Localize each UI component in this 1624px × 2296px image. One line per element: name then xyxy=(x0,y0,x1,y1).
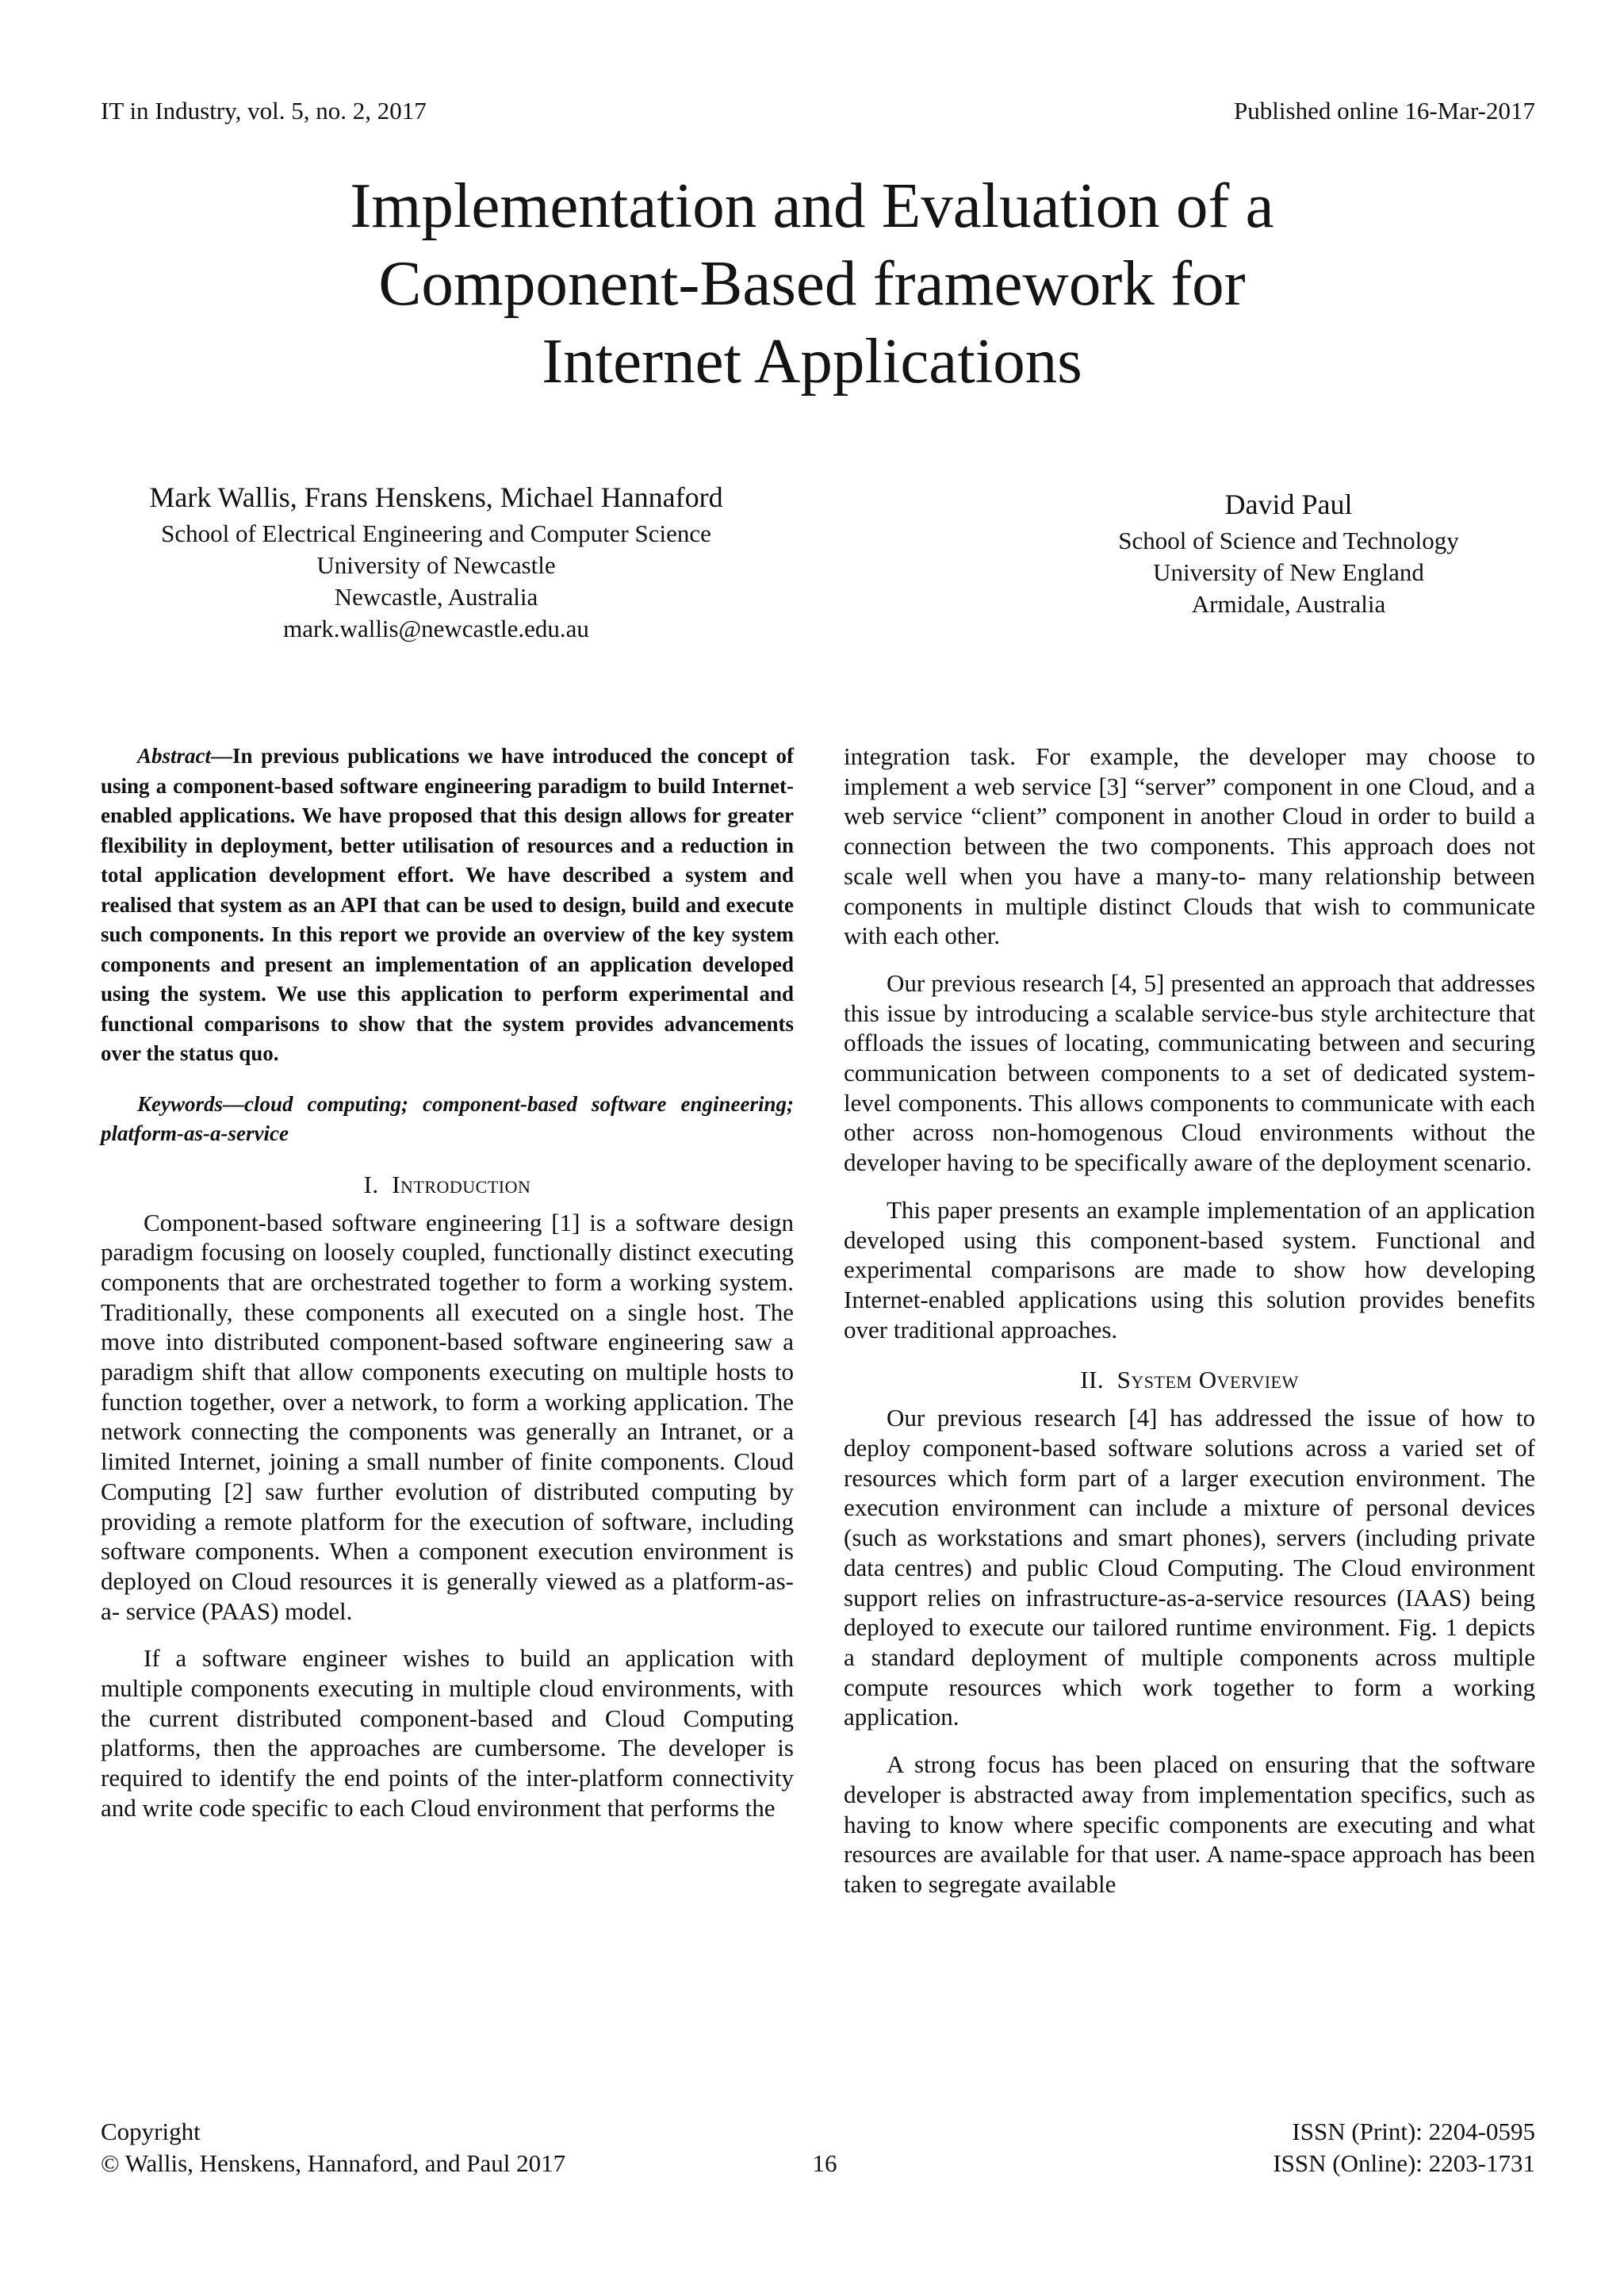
section-number: I. xyxy=(363,1170,379,1198)
paper-title xyxy=(0,167,1624,400)
copyright-notice xyxy=(101,2116,565,2179)
section-number: II. xyxy=(1080,1366,1105,1394)
author-affiliation: University of Newcastle xyxy=(316,551,556,579)
section-title: Introduction xyxy=(392,1170,531,1198)
left-column xyxy=(101,742,794,1823)
page-number: 16 xyxy=(812,2149,837,2177)
author-affiliation: Armidale, Australia xyxy=(1191,590,1386,618)
copyright-label: Copyright xyxy=(101,2118,201,2145)
paragraph: A strong focus has been placed on ensuring that the software developer is abstracted away from implementation specifics, such as having to know where specific components are executing and what resources are available for that user. A name-space approach has been taken to segregate available xyxy=(844,1750,1535,1898)
paragraph: This paper presents an example implementation of an application developed using this component-based system. Functional and experimental comparisons are made to show how developing Internet-enabled applications using this solution provides benefits over traditional approaches. xyxy=(844,1195,1535,1343)
paragraph: Our previous research [4] has addressed the issue of how to deploy component-based software solutions across a varied set of resources which form part of a larger execution environment. The execution environment can include a mixture of personal devices (such as workstations and smart phones), servers (including private data centres) and public Cloud Computing. The Cloud environment support relies on infrastructure-as-a-service resources (IAAS) being deployed to execute our tailored runtime environment. Fig. 1 depicts a standard deployment of multiple components across multiple compute resources which work together to form a working application. xyxy=(844,1404,1535,1731)
keywords xyxy=(101,1090,794,1149)
author-affiliation: School of Electrical Engineering and Computer Science xyxy=(161,519,711,547)
copyright-holders: © Wallis, Henskens, Hannaford, and Paul 2017 xyxy=(101,2149,566,2177)
section-title: System Overview xyxy=(1116,1366,1299,1394)
author-affiliation: Newcastle, Australia xyxy=(334,583,538,611)
issn-block xyxy=(1273,2116,1535,2179)
section-heading-system-overview xyxy=(844,1365,1535,1395)
issn-online: ISSN (Online): 2203-1731 xyxy=(1273,2149,1535,2177)
author-block-newcastle xyxy=(95,478,777,645)
paragraph: If a software engineer wishes to build an application with multiple components executing in multiple cloud environments, with the current distributed component-based and Cloud Computing platforms, then the approaches are cumbersome. The developer is required to identify the end points of the inter-platform connectivity and write code specific to each Cloud environment that performs the xyxy=(101,1644,794,1822)
paragraph: Component-based software engineering [1] is a software design paradigm focusing on loosely coupled, functionally distinct executing components that are orchestrated together to form a working system. Traditionally, these components all executed on a single host. The move into distributed component-based software engineering saw a paradigm shift that allow components executing on multiple hosts to function together, over a network, to form a working application. The network connecting the components was generally an Intranet, or a limited Internet, joining a small number of finite components. Cloud Computing [2] saw further evolution of distributed computing by providing a remote platform for the execution of software, including software components. When a component execution environment is deployed on Cloud resources it is generally viewed as a platform-as-a- service (PAAS) model. xyxy=(101,1208,794,1625)
author-affiliation: University of New England xyxy=(1153,558,1424,586)
paragraph: Our previous research [4, 5] presented an approach that addresses this issue by introducing a scalable service-bus style architecture that offloads the issues of locating, communicating between and securing communication between components to a set of dedicated system-level components. This allows components to communicate with each other across non-homogenous Cloud environments without the developer having to be specifically aware of the deployment scenario. xyxy=(844,968,1535,1177)
author-affiliation: School of Science and Technology xyxy=(1118,527,1459,554)
abstract xyxy=(101,742,794,1069)
author-names: David Paul xyxy=(1224,489,1353,520)
keywords-label: Keywords xyxy=(137,1091,223,1116)
author-names: Mark Wallis, Frans Henskens, Michael Hannaford xyxy=(149,481,723,513)
author-block-new-england xyxy=(971,485,1606,620)
section-heading-introduction xyxy=(101,1170,794,1200)
right-column xyxy=(844,742,1535,1899)
keywords-text: —cloud computing; component-based software engineering; platform-as-a-service xyxy=(101,1091,794,1145)
journal-citation: IT in Industry, vol. 5, no. 2, 2017 xyxy=(101,97,427,125)
abstract-label: Abstract xyxy=(137,744,212,768)
title-line: Implementation and Evaluation of a xyxy=(350,170,1274,241)
issn-print: ISSN (Print): 2204-0595 xyxy=(1292,2118,1535,2145)
title-line: Component-Based framework for xyxy=(378,247,1246,319)
abstract-text: —In previous publications we have introduced the concept of using a component-based software engineering paradigm to build Internet-enabled applications. We have proposed that this design allows for greater flexibility in deployment, better utilisation of resources and a reduction in total application development effort. We have described a system and realised that system as an API that can be used to design, build and execute such components. In this report we provide an overview of the key system components and present an implementation of an application developed using the system. We use this application to perform experimental and functional comparisons to show that the system provides advancements over the status quo. xyxy=(101,744,794,1065)
publication-date: Published online 16-Mar-2017 xyxy=(1234,97,1535,125)
title-line: Internet Applications xyxy=(542,325,1082,397)
paragraph-continuation: integration task. For example, the developer may choose to implement a web service [3] “server” component in one Cloud, and a web service “client” component in another Cloud in order to build a connection between the two components. This approach does not scale well when you have a many-to- many relationship between components in multiple distinct Clouds that wish to communicate with each other. xyxy=(844,742,1535,950)
author-email: mark.wallis@newcastle.edu.au xyxy=(283,615,589,642)
